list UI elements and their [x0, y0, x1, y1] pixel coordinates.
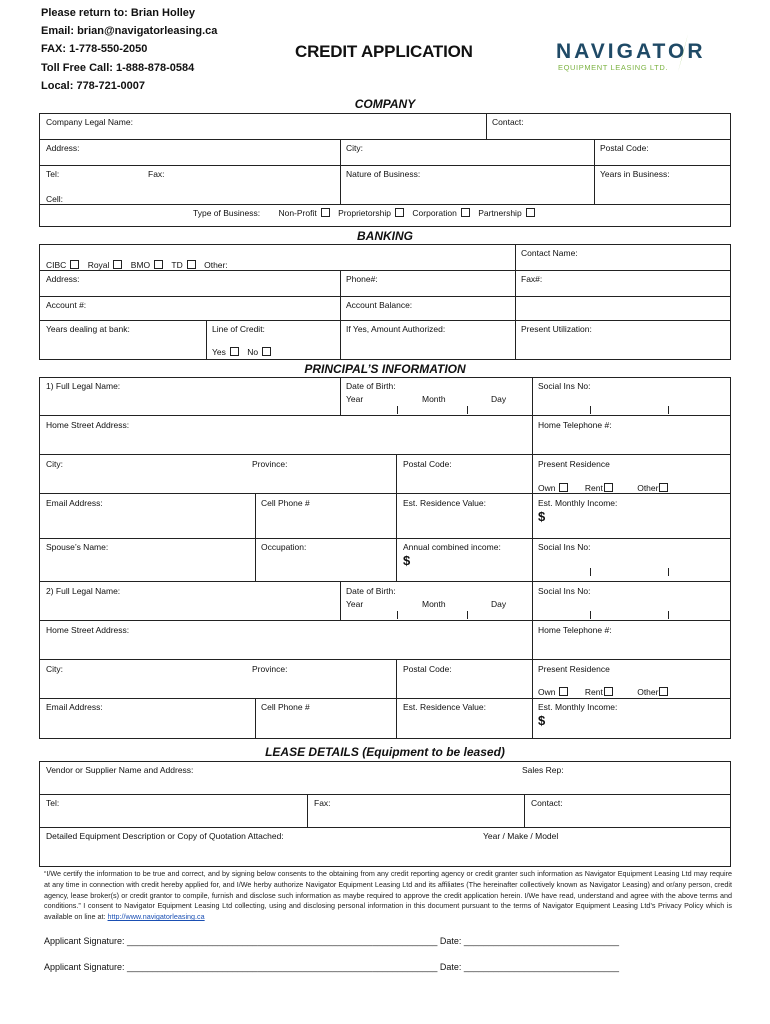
annual-income-dollar: $: [403, 553, 411, 568]
line-of-credit-label: Line of Credit:: [212, 324, 265, 334]
p2-monthly-income-field[interactable]: Est. Monthly Income:: [538, 702, 618, 712]
company-legal-name-field[interactable]: Company Legal Name:: [46, 117, 133, 127]
type-partnership-label: Partnership: [478, 208, 522, 218]
lease-section: [39, 761, 731, 867]
p2-postal-field[interactable]: Postal Code:: [403, 664, 452, 674]
p1-monthly-income-field[interactable]: Est. Monthly Income:: [538, 498, 618, 508]
business-type-row: [193, 208, 541, 218]
p1-full-name-field[interactable]: 1) Full Legal Name:: [46, 381, 121, 391]
p2-rent-checkbox[interactable]: [604, 687, 613, 696]
equipment-description-field[interactable]: Detailed Equipment Description or Copy of Quotation Attached:: [46, 831, 284, 841]
lease-tel-field[interactable]: Tel:: [46, 798, 60, 808]
p1-rent-label: Rent: [584, 483, 603, 493]
p1-residence-label: Present Residence: [538, 459, 610, 469]
spouse-name-field[interactable]: Spouse’s Name:: [46, 542, 109, 552]
p1-other-checkbox[interactable]: [659, 483, 668, 492]
section-principal-heading: PRINCIPAL’S INFORMATION: [304, 362, 466, 376]
contact-email: Email: brian@navigatorleasing.ca: [41, 25, 218, 37]
p2-email-field[interactable]: Email Address:: [46, 702, 103, 712]
p1-own-label: Own: [538, 483, 556, 493]
p1-postal-field[interactable]: Postal Code:: [403, 459, 452, 469]
p2-dob-day-field[interactable]: Day: [491, 599, 507, 609]
p2-city-field[interactable]: City:: [46, 664, 63, 674]
privacy-policy-link[interactable]: http://www.navigatorleasing.ca: [107, 912, 205, 922]
p2-home-address-field[interactable]: Home Street Address:: [46, 625, 130, 635]
spouse-sin-field[interactable]: Social Ins No:: [538, 542, 591, 552]
bank-other-field[interactable]: Other:: [204, 260, 228, 270]
p1-province-field[interactable]: Province:: [252, 459, 288, 469]
p2-dob-month-field[interactable]: Month: [422, 599, 446, 609]
p1-home-address-field[interactable]: Home Street Address:: [46, 420, 130, 430]
p2-dob-year-field[interactable]: Year: [346, 599, 364, 609]
credit-no-label: No: [247, 347, 259, 357]
credit-yes-no-row: [212, 347, 277, 357]
p2-home-phone-field[interactable]: Home Telephone #:: [538, 625, 612, 635]
p2-residence-label: Present Residence: [538, 664, 610, 674]
section-company-heading: COMPANY: [354, 97, 416, 111]
type-corporation-label: Corporation: [412, 208, 457, 218]
p1-email-field[interactable]: Email Address:: [46, 498, 103, 508]
bank-cibc-checkbox[interactable]: [70, 260, 79, 269]
amount-authorized-field[interactable]: If Yes, Amount Authorized:: [346, 324, 446, 334]
bank-td-label: TD: [171, 260, 183, 270]
credit-no-checkbox[interactable]: [262, 347, 271, 356]
document-title: CREDIT APPLICATION: [295, 42, 473, 61]
bank-contact-name-field[interactable]: Contact Name:: [521, 248, 578, 258]
lease-fax-field[interactable]: Fax:: [314, 798, 331, 808]
credit-yes-label: Yes: [212, 347, 226, 357]
bank-td-checkbox[interactable]: [187, 260, 196, 269]
company-postal-field[interactable]: Postal Code:: [600, 143, 649, 153]
p1-residence-options: [538, 483, 674, 493]
lease-contact-field[interactable]: Contact:: [531, 798, 563, 808]
type-non-profit-checkbox[interactable]: [321, 208, 330, 217]
bank-royal-label: Royal: [87, 260, 110, 270]
bank-balance-field[interactable]: Account Balance:: [346, 300, 413, 310]
logo-swoosh-icon: [674, 32, 696, 74]
year-make-model-field[interactable]: Year / Make / Model: [483, 831, 559, 841]
p2-full-name-field[interactable]: 2) Full Legal Name:: [46, 586, 121, 596]
company-contact-field[interactable]: Contact:: [492, 117, 524, 127]
company-city-field[interactable]: City:: [346, 143, 363, 153]
p2-residence-options: [538, 687, 674, 697]
bank-account-field[interactable]: Account #:: [46, 300, 87, 310]
consent-text: [44, 869, 732, 923]
p2-other-label: Other: [637, 687, 659, 697]
applicant-signature-2[interactable]: Applicant Signature: ______________________________________________________________ Date: _______________________________: [44, 962, 620, 972]
p2-dob-label: Date of Birth:: [346, 586, 396, 596]
section-banking-heading: BANKING: [357, 229, 413, 243]
type-proprietorship-checkbox[interactable]: [395, 208, 404, 217]
bank-phone-field[interactable]: Phone#:: [346, 274, 378, 284]
bank-bmo-label: BMO: [130, 260, 151, 270]
company-fax-field[interactable]: Fax:: [148, 169, 165, 179]
principal-section: [39, 377, 731, 739]
p2-other-checkbox[interactable]: [659, 687, 668, 696]
p1-city-field[interactable]: City:: [46, 459, 63, 469]
p1-home-phone-field[interactable]: Home Telephone #:: [538, 420, 612, 430]
business-type-label: Type of Business:: [193, 208, 261, 218]
applicant-signature-1[interactable]: Applicant Signature: ______________________________________________________________ Date: _______________________________: [44, 936, 620, 946]
logo-text: NAVIGATOR: [556, 40, 706, 63]
company-address-field[interactable]: Address:: [46, 143, 80, 153]
p2-province-field[interactable]: Province:: [252, 664, 288, 674]
bank-fax-field[interactable]: Fax#:: [521, 274, 543, 284]
sales-rep-field[interactable]: Sales Rep:: [522, 765, 564, 775]
company-tel-field[interactable]: Tel:: [46, 169, 60, 179]
p2-rent-label: Rent: [584, 687, 603, 697]
p1-rent-checkbox[interactable]: [604, 483, 613, 492]
p1-dob-year-field[interactable]: Year: [346, 394, 364, 404]
p1-own-checkbox[interactable]: [559, 483, 568, 492]
p2-monthly-income-dollar: $: [538, 713, 546, 728]
p1-dob-day-field[interactable]: Day: [491, 394, 507, 404]
bank-cibc-label: CIBC: [46, 260, 67, 270]
company-years-field[interactable]: Years in Business:: [600, 169, 670, 179]
type-partnership-checkbox[interactable]: [526, 208, 535, 217]
p1-other-label: Other: [637, 483, 659, 493]
company-nature-field[interactable]: Nature of Business:: [346, 169, 421, 179]
p2-sin-field[interactable]: Social Ins No:: [538, 586, 591, 596]
annual-income-field[interactable]: Annual combined income:: [403, 542, 501, 552]
contact-toll-free: Toll Free Call: 1-888-878-0584: [41, 62, 195, 74]
p1-residence-value-field[interactable]: Est. Residence Value:: [403, 498, 486, 508]
company-cell-field[interactable]: Cell:: [46, 194, 64, 204]
p2-own-label: Own: [538, 687, 556, 697]
p2-own-checkbox[interactable]: [559, 687, 568, 696]
return-to: Please return to: Brian Holley: [41, 7, 196, 19]
p1-cell-field[interactable]: Cell Phone #: [261, 498, 310, 508]
bank-choice-row: [46, 260, 228, 270]
vendor-field[interactable]: Vendor or Supplier Name and Address:: [46, 765, 194, 775]
type-corporation-checkbox[interactable]: [461, 208, 470, 217]
p1-dob-label: Date of Birth:: [346, 381, 396, 391]
p2-residence-value-field[interactable]: Est. Residence Value:: [403, 702, 486, 712]
p1-sin-field[interactable]: Social Ins No:: [538, 381, 591, 391]
bank-royal-checkbox[interactable]: [113, 260, 122, 269]
bank-years-field[interactable]: Years dealing at bank:: [46, 324, 130, 334]
credit-yes-checkbox[interactable]: [230, 347, 239, 356]
p1-dob-month-field[interactable]: Month: [422, 394, 446, 404]
p1-monthly-income-dollar: $: [538, 509, 546, 524]
logo-subtext: EQUIPMENT LEASING LTD.: [558, 63, 669, 72]
type-proprietorship-label: Proprietorship: [338, 208, 392, 218]
contact-local: Local: 778-721-0007: [41, 80, 145, 92]
section-lease-heading: LEASE DETAILS (Equipment to be leased): [265, 745, 505, 759]
bank-address-field[interactable]: Address:: [46, 274, 80, 284]
type-non-profit-label: Non-Profit: [278, 208, 317, 218]
present-utilization-field[interactable]: Present Utilization:: [521, 324, 592, 334]
occupation-field[interactable]: Occupation:: [261, 542, 307, 552]
bank-bmo-checkbox[interactable]: [154, 260, 163, 269]
p2-cell-field[interactable]: Cell Phone #: [261, 702, 310, 712]
contact-fax: FAX: 1-778-550-2050: [41, 43, 148, 55]
consent-body: “I/We certify the information to be true and correct, and by signing below consents to the obtaining from any credit reporting agency or credit granter such information as Navigator Equipment Leasing Ltd may require at any time in connection with credit hereby applied for, and I/We herby authorize Navigator Equipment Leasing Ltd and its affiliates (The hereinafter collectively known as Navigator Leasing) and or/any person, credit agency, lease broker(s) or credit grantor to compile, furnish and disclose such information as maybe required to approve the credit application herein. I/We have read, understand and agree with the above terms and conditions.” I consent to Navigator Equipment Leasing Ltd collecting, using and disclosing personal information in this document pursuant to the terms of Navigator Equipment Leasing Ltd’s Privacy Policy which is available on line at:: [44, 869, 732, 922]
